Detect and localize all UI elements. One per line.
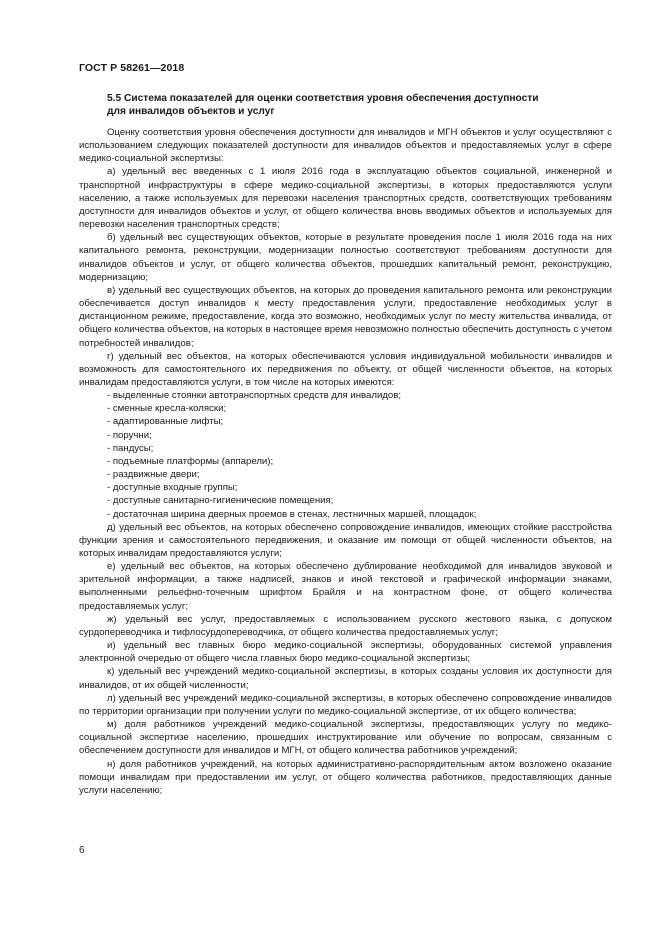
bullet-item: - подъемные платформы (аппарели); xyxy=(107,455,274,467)
bullet-item: - доступные санитарно-гигиенические помещения; xyxy=(107,495,334,507)
section-body xyxy=(79,126,612,797)
bullet-item: - сменные кресла-коляски; xyxy=(107,403,227,415)
bullet-item: - раздвижные двери; xyxy=(107,469,200,481)
section-title-line2: для инвалидов объектов и услуг xyxy=(107,106,275,117)
bullet-item: - поручни; xyxy=(107,429,152,441)
section-number: 5.5 xyxy=(107,93,122,104)
page-number: 6 xyxy=(79,845,85,856)
document-id: ГОСТ Р 58261—2018 xyxy=(79,62,185,74)
paragraph-n: н) доля работников учреждений, на которых административно-распорядительным актом возложено оказание помощи инвалидам при предоставлении им услуг, от общего количества работников, предоставляющих данные услуги населению; xyxy=(79,758,612,796)
paragraph-d: д) удельный вес объектов, на которых обеспечено сопровождение инвалидов, имеющих стойкие расстройства функции зрения и самостоятельного передвижения, и оказание им помощи от общей численности объектов, на которых инвалидам предоставляются услуги; xyxy=(79,521,612,559)
paragraph-intro: Оценку соответствия уровня обеспечения доступности для инвалидов и МГН объектов и услуг осуществляют с использованием следующих показателей доступности для инвалидов объектов и предоставляемых услуг в сфере медико-социальной экспертизы: xyxy=(79,127,612,165)
paragraph-zh: ж) удельный вес услуг, предоставляемых с использованием русского жестового языка, с допуском сурдопереводчика и тифлосурдопереводчика, от общего количества предоставляемых услуг; xyxy=(79,613,612,638)
bullet-item: - достаточная ширина дверных проемов в стенах, лестничных маршей, площадок; xyxy=(107,508,477,520)
section-title-line1: Система показателей для оценки соответствия уровня обеспечения доступности xyxy=(124,93,539,104)
bullet-item: - адаптированные лифты; xyxy=(107,416,224,428)
paragraph-b: б) удельный вес существующих объектов, которые в результате проведения после 1 июля 2016 года на них капитального ремонта, реконструкции, модернизации полностью соответствуют требованиям доступности для инвалидов объектов и услуг, от общего количества объектов, прошедших капитальный ремонт, реконструкцию, модернизацию; xyxy=(79,232,612,283)
paragraph-a: а) удельный вес введенных с 1 июля 2016 года в эксплуатацию объектов социальной, инженерной и транспортной инфраструктуры в сфере медико-социальной экспертизы, в которых предоставляются услуги населению, а также используемых для перевозки населения транспортных средств, соответствующих требованиям доступности для инвалидов объектов и услуг, от общего количества вновь вводимых объектов и используемых для перевозки населения транспортных средств; xyxy=(79,166,612,231)
paragraph-g: г) удельный вес объектов, на которых обеспечиваются условия индивидуальной мобильности инвалидов и возможность для самостоятельного их передвижения по объекту, от общей численности объектов, на которых инвалидам предоставляются услуги, в том числе на которых имеются: xyxy=(79,350,612,388)
section-heading xyxy=(107,92,577,118)
paragraph-l: л) удельный вес учреждений медико-социальной экспертизы, в которых обеспечено сопровождение инвалидов по территории организации при получении услуги по медико-социальной экспертизе, от их общего количества; xyxy=(79,692,612,717)
paragraph-k: к) удельный вес учреждений медико-социальной экспертизы, в которых созданы условия их доступности для инвалидов, от их общей численности; xyxy=(79,666,612,691)
paragraph-e: е) удельный вес объектов, на которых обеспечено дублирование необходимой для инвалидов звуковой и зрительной информации, а также надписей, знаков и иной текстовой и графической информации знаками, выполненными рельефно-точечным шрифтом Брайля и на контрастном фоне, от общего количества предоставляемых услуг; xyxy=(79,561,612,612)
paragraph-v: в) удельный вес существующих объектов, на которых до проведения капитального ремонта или реконструкции обеспечивается доступ инвалидов к месту предоставления услуги, предоставление необходимых услуг в дистанционном режиме, предоставление, когда это возможно, необходимых услуг по месту жительства инвалида, от общего количества объектов, на которых в настоящее время невозможно полностью обеспечить доступность с учетом потребностей инвалидов; xyxy=(79,284,612,349)
bullet-item: - доступные входные группы; xyxy=(107,482,238,494)
paragraph-i: и) удельный вес главных бюро медико-социальной экспертизы, оборудованных системой управления электронной очередью от общего числа главных бюро медико-социальной экспертизы; xyxy=(79,640,612,665)
bullet-item: - пандусы; xyxy=(107,442,154,454)
bullet-item: - выделенные стоянки автотранспортных средств для инвалидов; xyxy=(107,390,402,402)
paragraph-m: м) доля работников учреждений медико-социальной экспертизы, предоставляющих услугу по медико-социальной экспертизе населению, прошедших инструктирование или обучение по вопросам, связанным с обеспечением доступности для инвалидов и МГН, от общего количества работников учреждений; xyxy=(79,719,612,757)
